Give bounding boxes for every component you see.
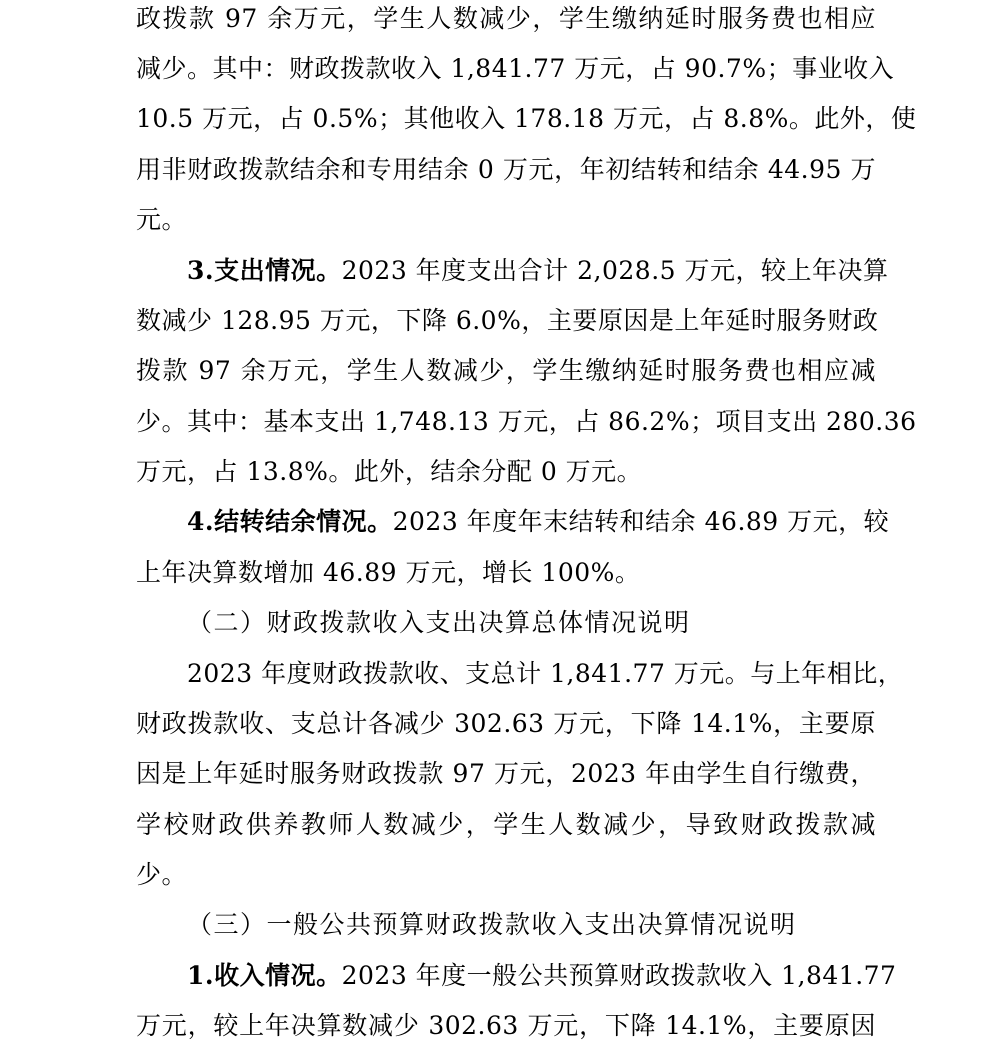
expenditure-first-text: 2023 年度支出合计 2,028.5 万元，较上年决算 bbox=[341, 256, 889, 285]
income-line-4: 用非财政拨款结余和专用结余 0 万元，年初结转和结余 44.95 万 bbox=[136, 155, 876, 184]
general-income-label: 1.收入情况。 bbox=[187, 961, 342, 990]
expenditure-line-4: 少。其中：基本支出 1,748.13 万元，占 86.2%；项目支出 280.36 bbox=[136, 407, 917, 436]
income-line-1: 政拨款 97 余万元，学生人数减少，学生缴纳延时服务费也相应 bbox=[136, 4, 876, 33]
fiscal-total-first-line: 2023 年度财政拨款收、支总计 1,841.77 万元。与上年相比， bbox=[187, 659, 904, 688]
balance-label: 4.结转结余情况。 bbox=[187, 507, 393, 536]
fiscal-total-line-3: 因是上年延时服务财政拨款 97 万元，2023 年由学生自行缴费， bbox=[136, 759, 876, 788]
balance-first-line bbox=[187, 497, 890, 547]
expenditure-line-2: 数减少 128.95 万元，下降 6.0%，主要原因是上年延时服务财政 bbox=[136, 306, 879, 335]
expenditure-first-line bbox=[187, 246, 889, 296]
income-line-5: 元。 bbox=[136, 205, 188, 234]
income-line-2: 减少。其中：财政拨款收入 1,841.77 万元，占 90.7%；事业收入 bbox=[136, 54, 895, 83]
fiscal-total-line-4: 学校财政供养教师人数减少，学生人数减少，导致财政拨款减 bbox=[136, 810, 876, 839]
expenditure-line-5: 万元，占 13.8%。此外，结余分配 0 万元。 bbox=[136, 457, 643, 486]
balance-first-text: 2023 年度年末结转和结余 46.89 万元，较 bbox=[392, 507, 890, 536]
expenditure-label: 3.支出情况。 bbox=[187, 256, 342, 285]
fiscal-total-line-5: 少。 bbox=[136, 860, 188, 889]
fiscal-total-line-2: 财政拨款收、支总计各减少 302.63 万元，下降 14.1%，主要原 bbox=[136, 709, 876, 738]
general-income-first-line bbox=[187, 951, 897, 1001]
expenditure-line-3: 拨款 97 余万元，学生人数减少，学生缴纳延时服务费也相应减 bbox=[136, 356, 876, 385]
heading-two: （二）财政拨款收入支出决算总体情况说明 bbox=[187, 608, 691, 637]
general-income-first-text: 2023 年度一般公共预算财政拨款收入 1,841.77 bbox=[341, 961, 897, 990]
balance-line-2: 上年决算数增加 46.89 万元，增长 100%。 bbox=[136, 558, 641, 587]
income-line-3: 10.5 万元，占 0.5%；其他收入 178.18 万元，占 8.8%。此外，使 bbox=[136, 104, 917, 133]
general-income-line-2: 万元，较上年决算数减少 302.63 万元，下降 14.1%，主要原因 bbox=[136, 1011, 876, 1040]
heading-three: （三）一般公共预算财政拨款收入支出决算情况说明 bbox=[187, 910, 797, 939]
